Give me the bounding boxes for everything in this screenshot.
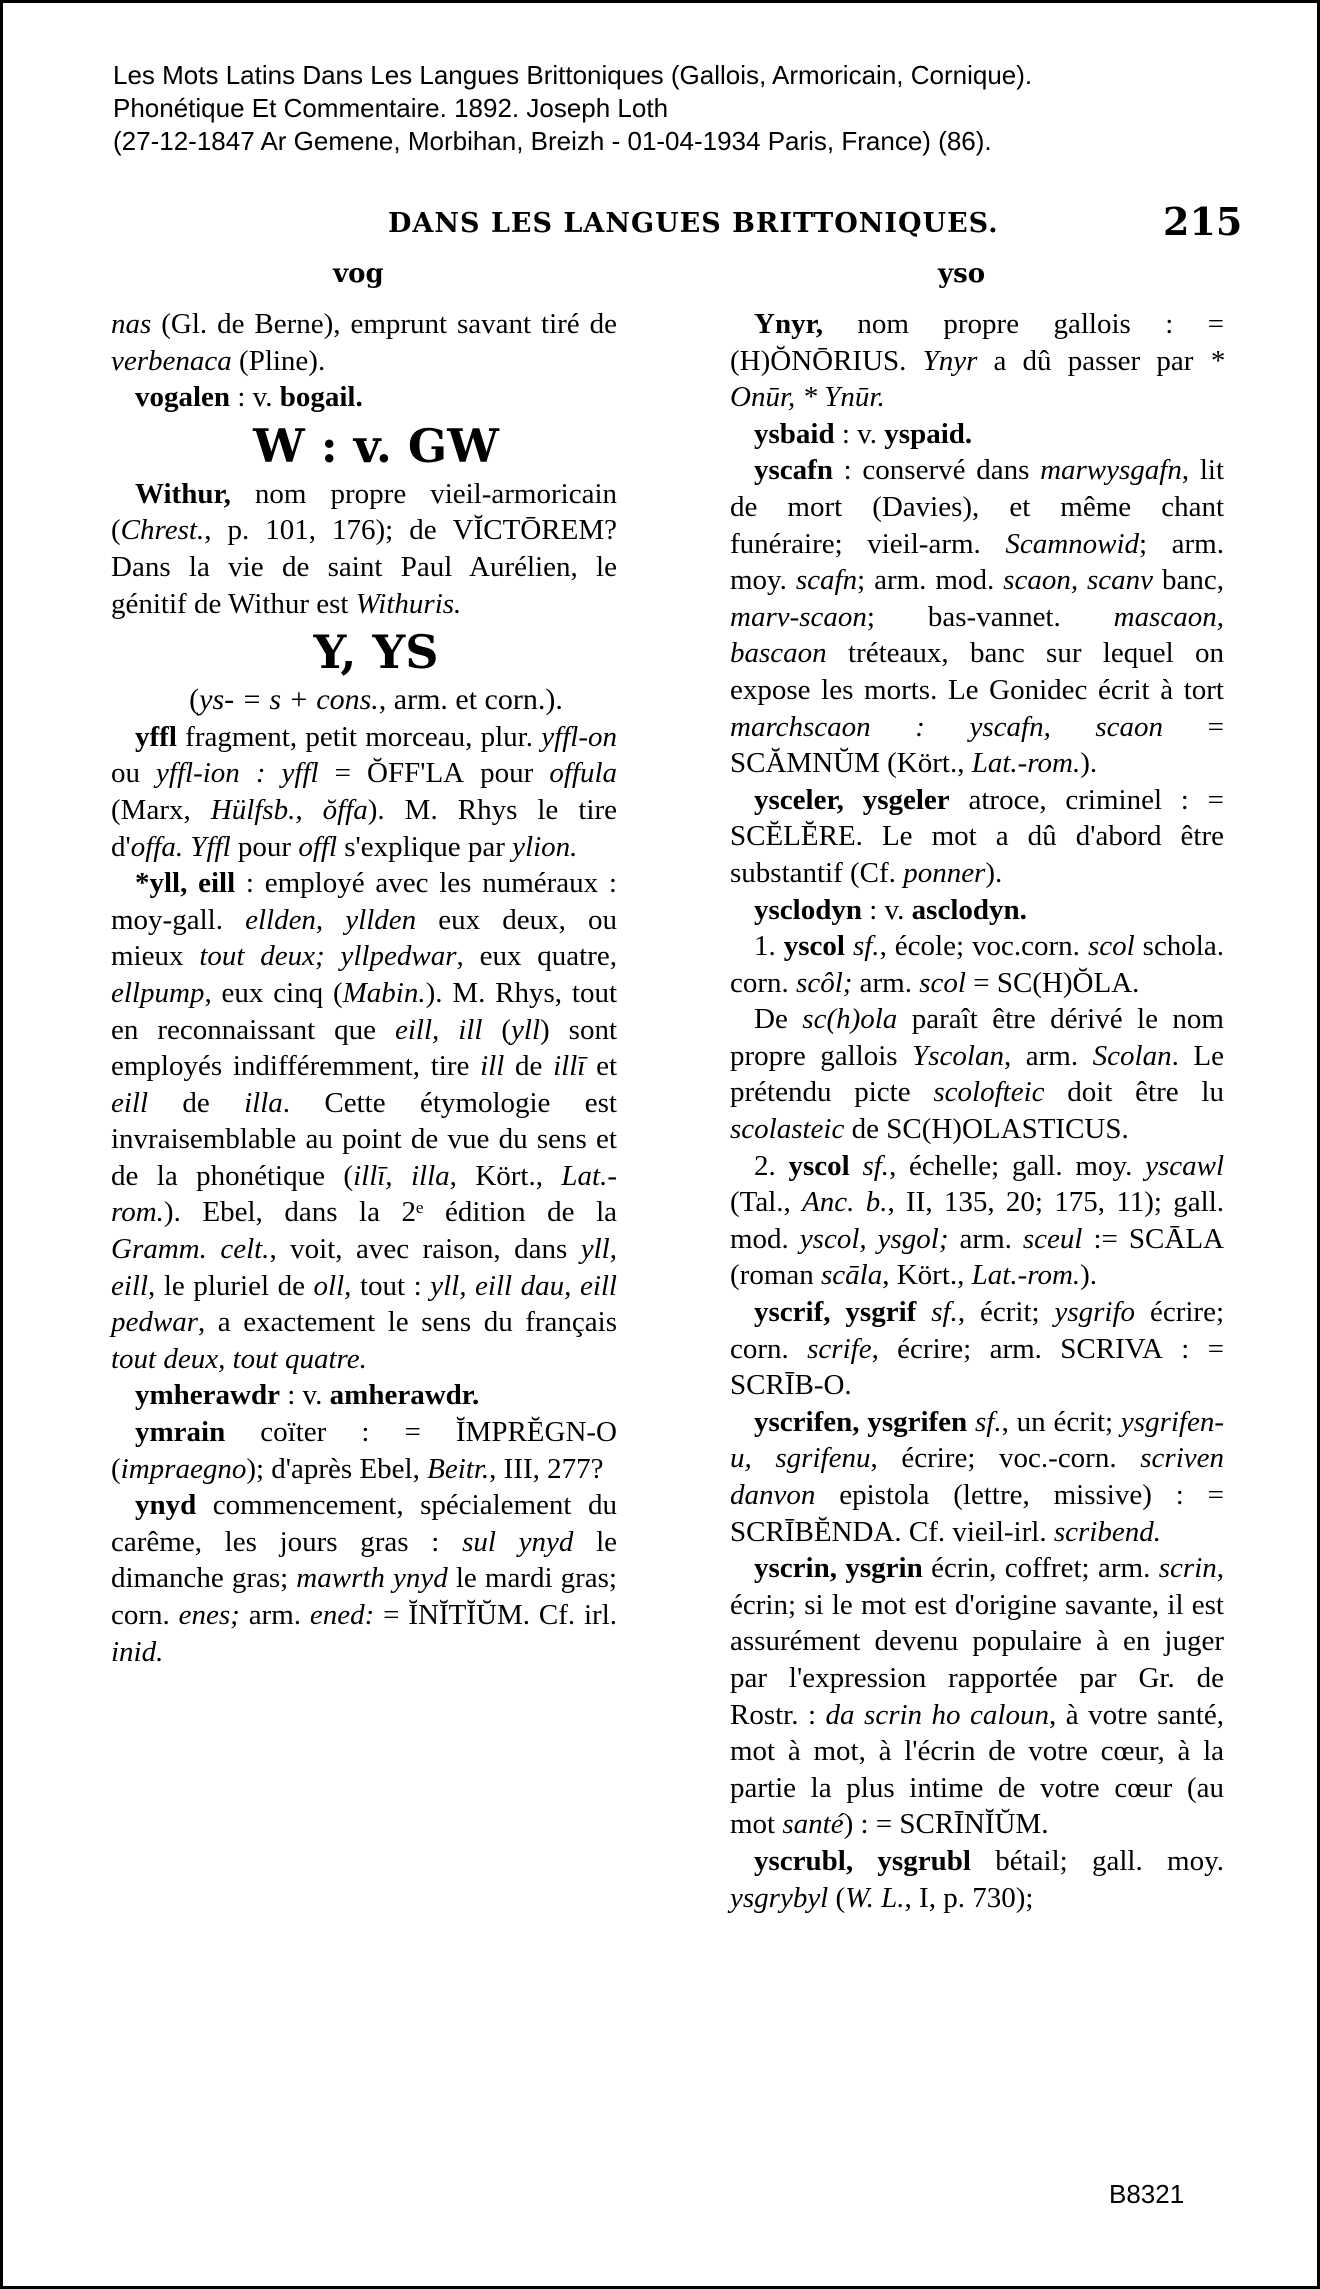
entry-yscrubl: yscrubl, ysgrubl bétail; gall. moy. ysgrybyl (W. L., I, p. 730); (730, 1844, 1224, 1914)
catalog-number: B8321 (1109, 2179, 1185, 2209)
entry-yscol-note: De sc(h)ola paraît être dérivé le nom propre gallois Yscolan, arm. Scolan. Le prétendu picte scolofteic doit être lu scolasteic de SC(H)OLASTICUS. (730, 1003, 1224, 1146)
entry-continuation: nas (Gl. de Berne), emprunt savant tiré de verbenaca (Pline). (111, 308, 617, 377)
entry-vogalen: vogalen : v. bogail. (135, 381, 363, 414)
entry-ysceler: ysceler, ysgeler atroce, criminel : = SCĔLĔRE. Le mot a dû d'abord être substantif (Cf. ponner). (730, 783, 1225, 889)
section-heading-y: Y, YS (313, 625, 439, 680)
running-head: DANS LES LANGUES BRITTONIQUES. (388, 208, 999, 239)
entry-yscrif: yscrif, ysgrif sf., écrit; ysgrifo écrire; corn. scrife, écrire; arm. SCRIVA : = SCRĪB-O. (730, 1296, 1225, 1402)
page-number: 215 (1163, 199, 1243, 244)
source-note-line: Les Mots Latins Dans Les Langues Brittoniques (Gallois, Armoricain, Cornique). (113, 60, 1033, 90)
section-note-y: (ys- = s + cons., arm. et corn.). (189, 683, 563, 717)
entry-ynyr: Ynyr, nom propre gallois : = (H)ŎNŌRIUS. Ynyr a dû passer par * Onūr, * Ynūr. (730, 308, 1225, 414)
entry-yscol-1: 1. yscol sf., école; voc.corn. scol schola. corn. scôl; arm. scol = SC(H)ŎLA. (730, 930, 1224, 999)
entry-ysclodyn: ysclodyn : v. asclodyn. (754, 893, 1027, 926)
right-column (730, 306, 1224, 1916)
entry-yll: *yll, eill : employé avec les numéraux : moy-gall. ellden, yllden eux deux, ou mieux tout deux; yllpedwar, eux quatre, ellpump, eux cinq (Mabin.). M. Rhys, tout en reconnaissant que eill, ill (yll) sont employés indifféremment, tire ill de illī et eill de illa. Cette étymologie est invraisemblable au point de vue du sens et de la phonétique (illī, illa, Kört., Lat.-rom.). Ebel, dans la 2ᵉ édition de la Gramm. celt., voit, avec raison, dans yll, eill, le pluriel de oll, tout : yll, eill dau, eill pedwar, a exactement le sens du français tout deux, tout quatre. (111, 867, 618, 1375)
entry-ynyd: ynyd commencement, spécialement du carême, les jours gras : sul ynyd le dimanche gras; mawrth ynyd le mardi gras; corn. enes; arm. ened: = ĬNĬTĬŬM. Cf. irl. inid. (111, 1489, 617, 1668)
entry-ymherawdr: ymherawdr : v. amherawdr. (135, 1379, 480, 1412)
source-note (113, 59, 1263, 158)
entry-yscrifen: yscrifen, ysgrifen sf., un écrit; ysgrifen-u, sgrifenu, écrire; voc.-corn. scriven danvon epistola (lettre, missive) : = SCRĪBĔNDA. Cf. vieil-irl. scribend. (730, 1405, 1224, 1548)
source-note-line: (27-12-1847 Ar Gemene, Morbihan, Breizh - 01-04-1934 Paris, France) (86). (113, 126, 992, 156)
entry-ysbaid: ysbaid : v. yspaid. (754, 417, 973, 450)
section-heading-w: W : v. GW (253, 418, 499, 473)
entry-yscafn: yscafn : conservé dans marwysgafn, lit de mort (Davies), et même chant funéraire; vieil-arm. Scamnowid; arm. moy. scafn; arm. mod. scaon, scanv banc, marv-scaon; bas-vannet. mascaon, bascaon tréteaux, banc sur lequel on expose les morts. Le Gonidec écrit à tort marchscaon : yscafn, scaon = SCĂMNŬM (Kört., Lat.-rom.). (730, 454, 1225, 780)
column-head-left: vog (333, 259, 384, 289)
entry-withur: Withur, nom propre vieil-armoricain (Chrest., p. 101, 176); de VĬCTŌREM? Dans la vie de saint Paul Aurélien, le génitif de Withur est Withuris. (111, 477, 617, 620)
entry-yscrin: yscrin, ysgrin écrin, coffret; arm. scrin, écrin; si le mot est d'origine savante, il est assurément devenu populaire à en juger par l'expression rapportée par Gr. de Rostr. : da scrin ho caloun, à votre santé, mot à mot, à l'écrin de votre cœur, à la partie la plus intime de votre cœur (au mot santé) : = SCRĪNĬŬM. (730, 1552, 1224, 1841)
column-head-right: yso (938, 259, 986, 289)
source-note-line: Phonétique Et Commentaire. 1892. Joseph Loth (113, 93, 669, 123)
entry-yscol-2: 2. yscol sf., échelle; gall. moy. yscawl (Tal., Anc. b., II, 135, 20; 175, 11); gall. mod. yscol, ysgol; arm. sceul := SCĀLA (roman scāla, Kört., Lat.-rom.). (730, 1149, 1225, 1292)
entry-ymrain: ymrain coïter : = ĬMPRĔGN-O (impraegno); d'après Ebel, Beitr., III, 277? (111, 1416, 617, 1485)
entry-yffl: yffl fragment, petit morceau, plur. yffl-on ou yffl-ion : yffl = ŎFF'LA pour offula (Marx, Hülfsb., ŏffa). M. Rhys le tire d'offa. Yffl pour offl s'explique par ylion. (111, 720, 618, 863)
left-column (111, 306, 617, 1670)
